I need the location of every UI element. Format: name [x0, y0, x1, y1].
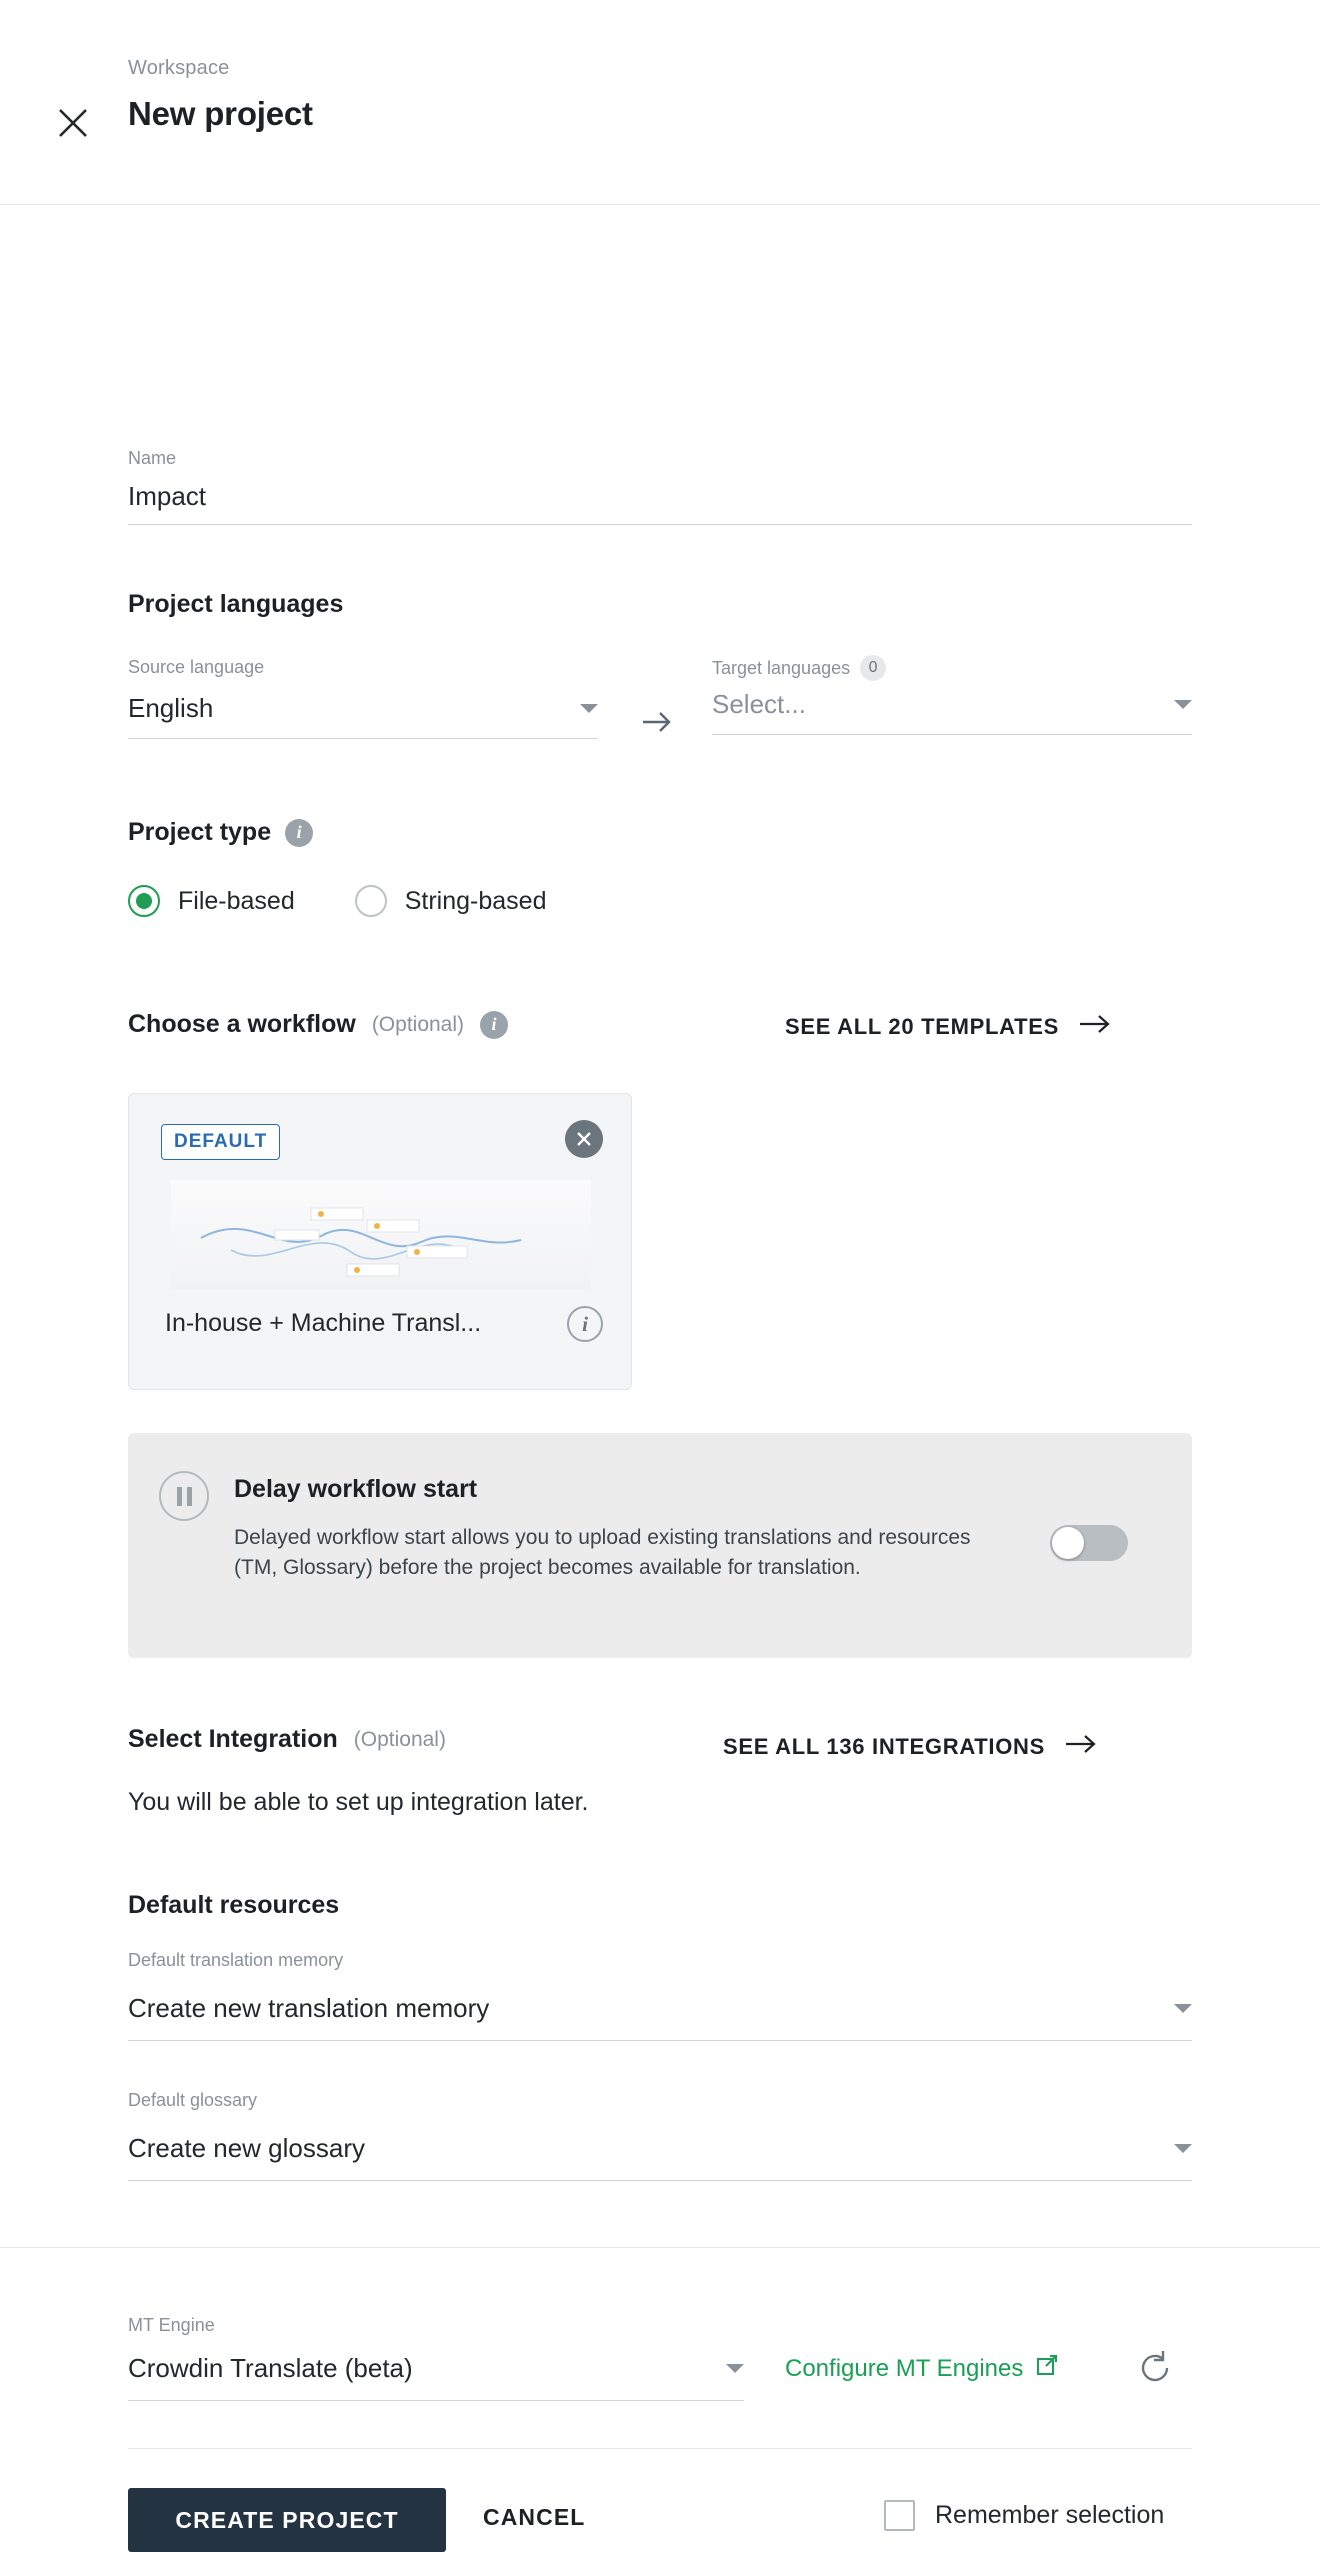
close-circle-icon[interactable]	[565, 1120, 603, 1158]
chevron-down-icon	[1174, 2144, 1192, 2153]
radio-indicator	[355, 885, 387, 917]
see-all-templates-label: SEE ALL 20 TEMPLATES	[785, 1014, 1059, 1039]
checkbox-indicator	[884, 2500, 915, 2531]
mt-engine-value: Crowdin Translate (beta)	[128, 2353, 413, 2383]
configure-mt-engines-label: Configure MT Engines	[785, 2354, 1024, 2382]
delay-workflow-description: Delayed workflow start allows you to upload existing translations and resources (TM, Glossary) before the project becomes available for translation.	[234, 1526, 971, 1580]
radio-indicator	[128, 885, 160, 917]
project-type-radio-group	[128, 885, 546, 917]
workflow-title-group	[128, 1010, 508, 1039]
see-all-integrations-label: SEE ALL 136 INTEGRATIONS	[723, 1734, 1046, 1759]
default-tm-label: Default translation memory	[128, 1950, 344, 1970]
arrow-right-icon	[640, 705, 674, 739]
target-languages-label-group	[712, 655, 886, 681]
target-languages-placeholder: Select...	[712, 689, 806, 719]
source-language-label: Source language	[128, 657, 265, 677]
chevron-down-icon	[726, 2364, 744, 2373]
target-languages-select[interactable]	[712, 689, 1192, 735]
project-type-title-group	[128, 818, 313, 847]
default-glossary-select[interactable]	[128, 2133, 1192, 2181]
page-title: New project	[128, 95, 313, 132]
mt-engine-select[interactable]	[128, 2353, 744, 2401]
project-languages-title: Project languages	[128, 590, 344, 618]
info-icon[interactable]: i	[480, 1011, 508, 1039]
chevron-down-icon	[1174, 700, 1192, 709]
target-languages-label: Target languages	[712, 657, 851, 678]
footer-divider	[0, 2247, 1320, 2248]
dialog-header	[0, 0, 1320, 205]
name-label: Name	[128, 448, 177, 468]
delay-workflow-toggle[interactable]	[1050, 1525, 1128, 1561]
default-glossary-value: Create new glossary	[128, 2133, 365, 2163]
chevron-down-icon	[1174, 2004, 1192, 2013]
workflow-optional-tag: (Optional)	[371, 1012, 465, 1036]
template-preview-image	[171, 1180, 591, 1290]
radio-string-based[interactable]	[355, 885, 547, 917]
create-project-button[interactable]: CREATE PROJECT	[128, 2488, 446, 2552]
default-resources-title: Default resources	[128, 1891, 340, 1919]
pause-icon	[159, 1471, 209, 1521]
remember-selection-checkbox[interactable]	[884, 2500, 1164, 2531]
default-tm-select[interactable]	[128, 1993, 1192, 2041]
external-link-icon	[1035, 2353, 1059, 2384]
integration-title-group	[128, 1725, 446, 1754]
mt-engine-label: MT Engine	[128, 2315, 215, 2335]
integration-title: Select Integration	[128, 1725, 338, 1753]
name-field-block	[128, 448, 1192, 525]
delay-workflow-panel	[128, 1433, 1192, 1658]
cancel-button[interactable]: CANCEL	[477, 2503, 591, 2532]
workflow-template-card[interactable]	[128, 1093, 632, 1390]
arrow-right-icon	[1065, 1733, 1097, 1761]
name-input[interactable]: Impact	[128, 481, 1192, 525]
info-icon[interactable]: i	[567, 1306, 603, 1342]
chevron-down-icon	[580, 704, 598, 713]
arrow-right-icon	[1079, 1013, 1111, 1041]
integration-note: You will be able to set up integration later.	[128, 1788, 589, 1816]
info-icon[interactable]: i	[285, 819, 313, 847]
see-all-integrations-button[interactable]	[723, 1733, 1097, 1761]
radio-label: String-based	[404, 886, 547, 915]
see-all-templates-button[interactable]	[785, 1013, 1111, 1041]
integration-optional-tag: (Optional)	[353, 1727, 446, 1751]
template-name: In-house + Machine Transl...	[165, 1309, 482, 1337]
source-language-value: English	[128, 693, 214, 723]
configure-mt-engines-link[interactable]	[785, 2353, 1059, 2384]
radio-file-based[interactable]	[128, 885, 295, 917]
remember-selection-label: Remember selection	[935, 2501, 1165, 2529]
project-type-title: Project type	[128, 818, 272, 846]
refresh-icon[interactable]	[1135, 2348, 1175, 2388]
source-language-select[interactable]	[128, 693, 598, 739]
default-tm-value: Create new translation memory	[128, 1993, 490, 2023]
delay-workflow-title: Delay workflow start	[234, 1475, 478, 1503]
close-icon[interactable]	[50, 100, 96, 146]
radio-label: File-based	[178, 886, 295, 915]
template-default-badge: DEFAULT	[161, 1124, 280, 1160]
target-languages-count: 0	[860, 655, 886, 681]
actions-divider	[128, 2448, 1192, 2449]
default-glossary-label: Default glossary	[128, 2090, 258, 2110]
workflow-title: Choose a workflow	[128, 1010, 356, 1038]
workspace-label: Workspace	[128, 57, 230, 79]
